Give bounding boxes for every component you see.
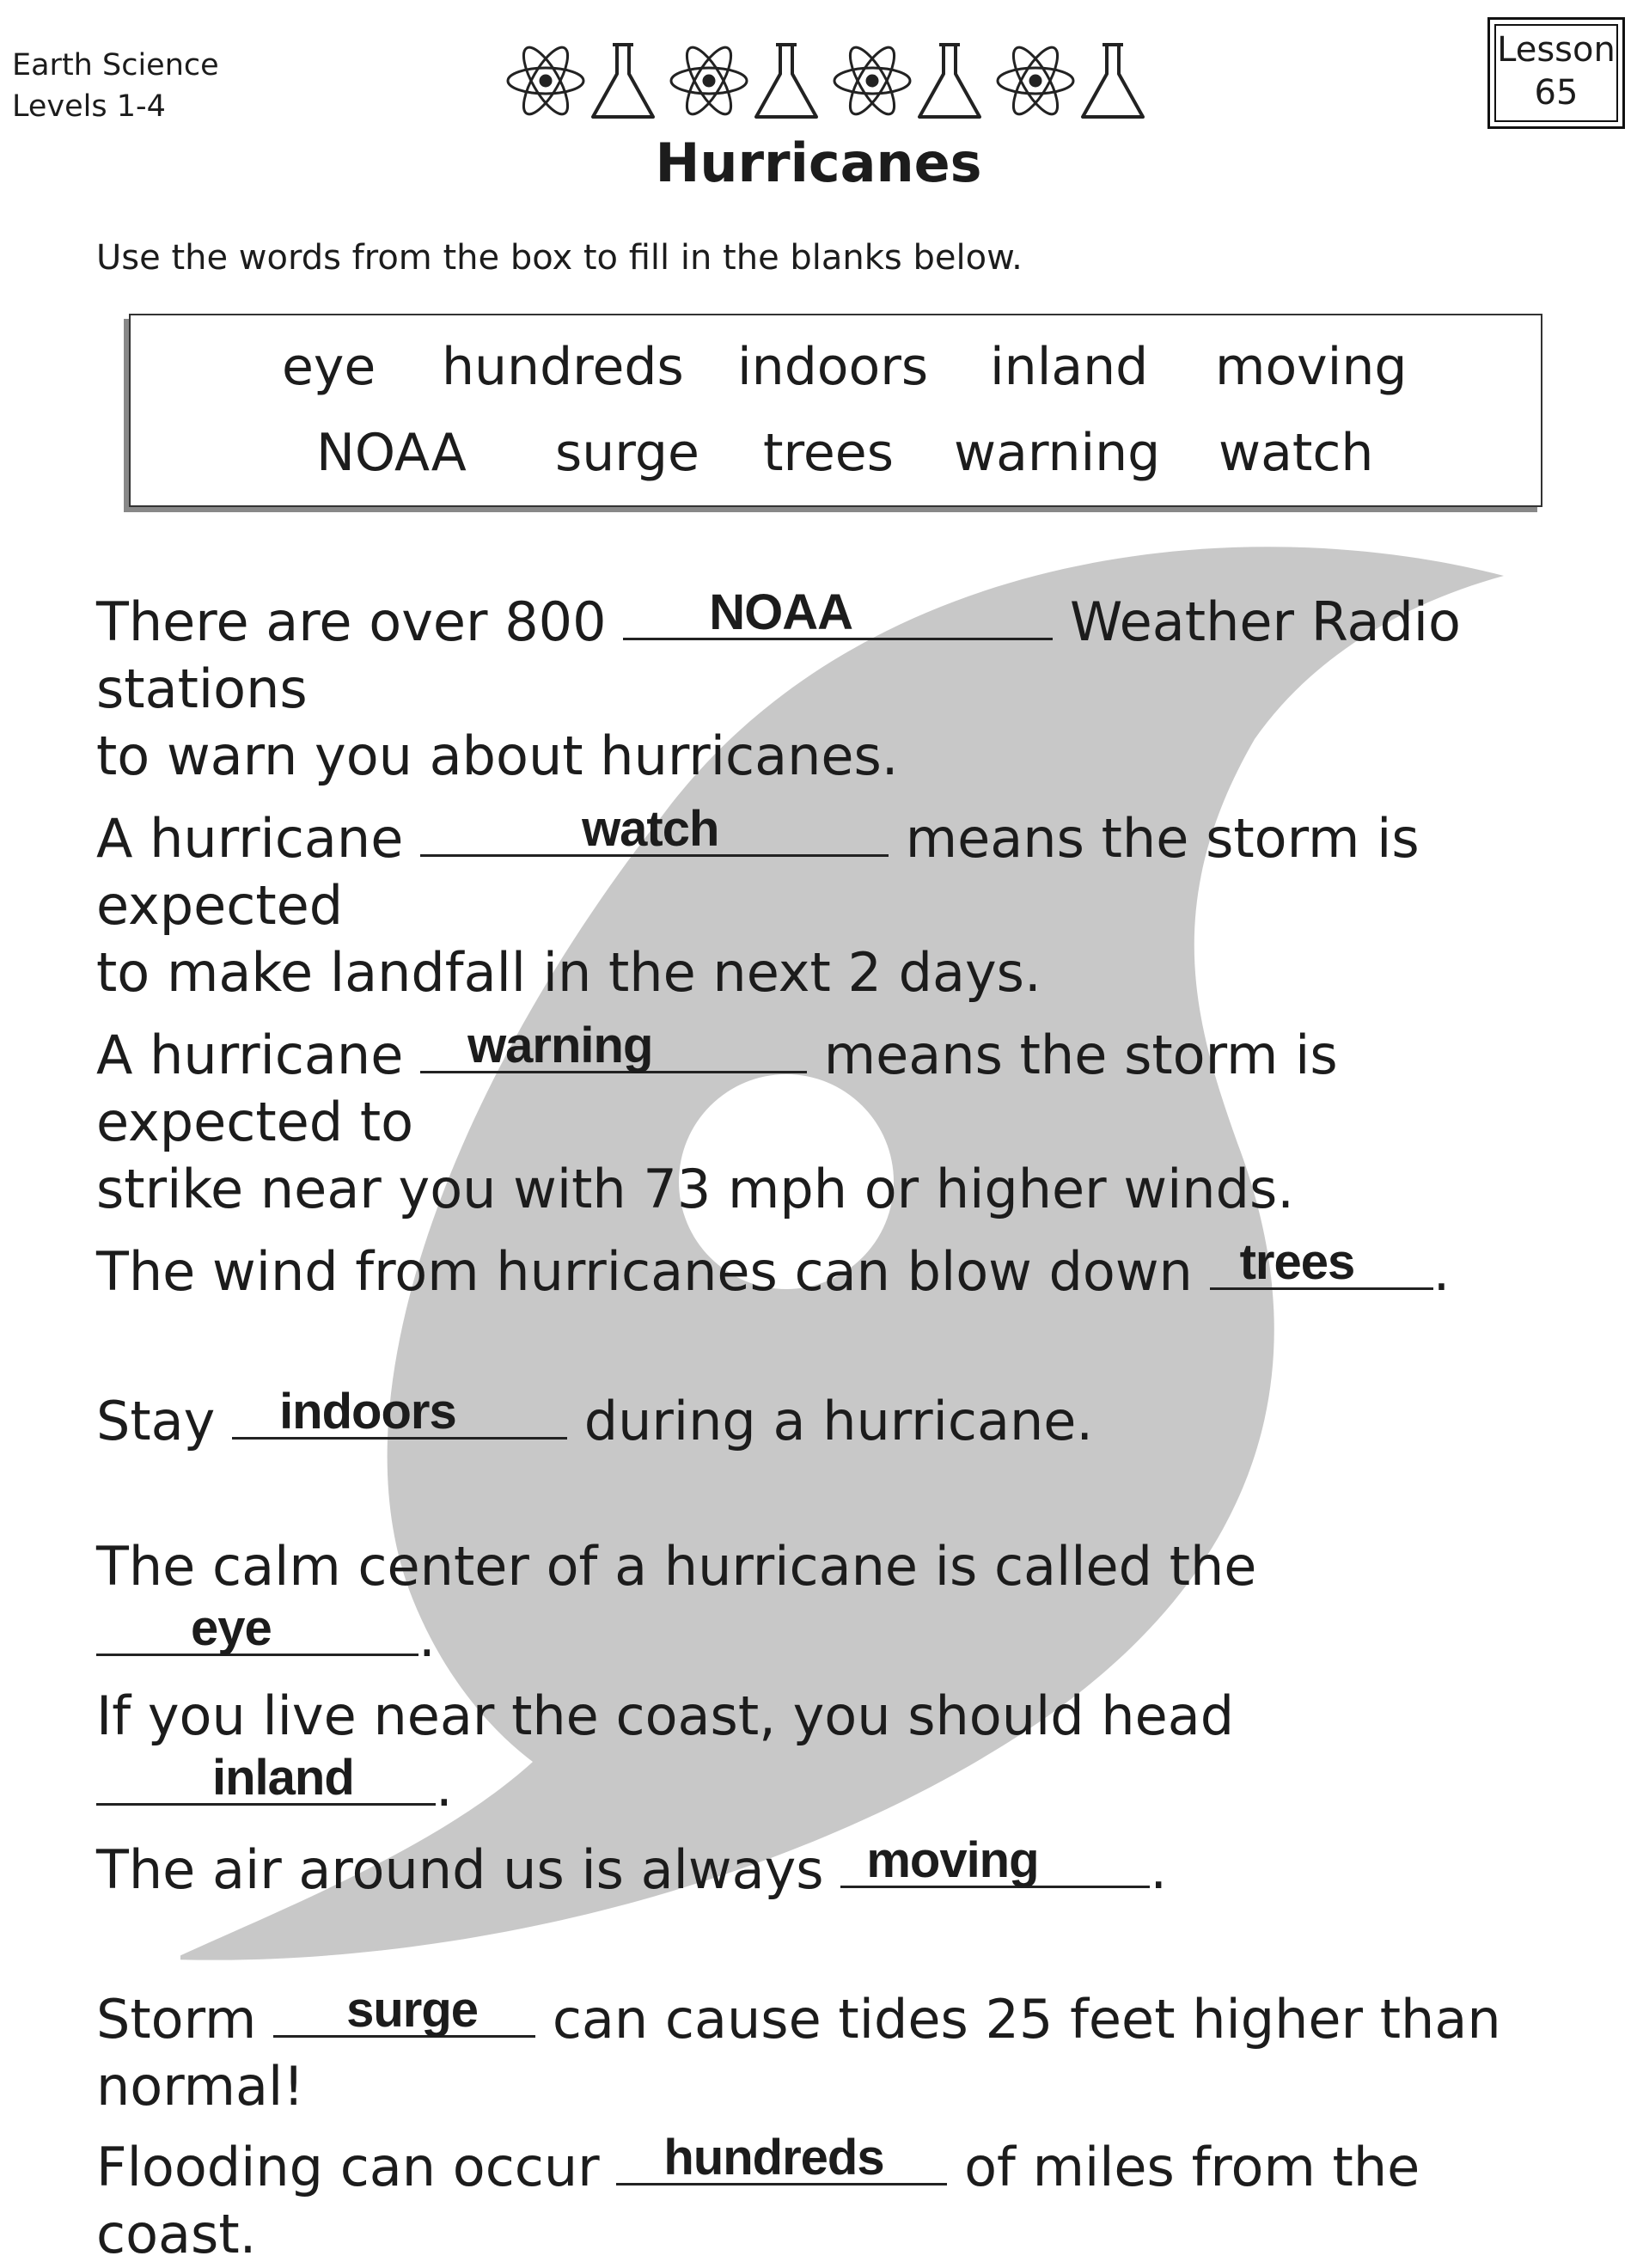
sentence-10: Flooding can occur hundreds of miles from the coast.: [96, 2130, 1420, 2265]
atom-icon: [671, 41, 747, 119]
word-bank-word: inland: [990, 337, 1149, 397]
lesson-number: 65: [1534, 73, 1579, 113]
sentence-7: If you live near the coast, you should head inland .: [96, 1684, 1235, 1819]
answer-blank[interactable]: [616, 2130, 947, 2185]
word-bank: [129, 314, 1542, 507]
word-bank-word: moving: [1215, 337, 1408, 397]
page-title: Hurricanes: [655, 131, 982, 194]
answer-text: hundreds: [663, 2130, 884, 2185]
word-bank-word: NOAA: [316, 423, 467, 483]
answer-blank[interactable]: [420, 801, 889, 857]
sentence-5: Stay indoors during a hurricane.: [96, 1384, 1094, 1452]
levels-label: Levels 1-4: [12, 89, 166, 124]
sentence-1: There are over 800 NOAA Weather Radio stations to warn you about hurricanes.: [96, 584, 1461, 787]
atom-icon: [998, 41, 1073, 119]
atom-icon: [508, 41, 583, 119]
answer-text: indoors: [279, 1384, 456, 1440]
word-bank-word: trees: [763, 423, 894, 483]
answer-blank[interactable]: [840, 1832, 1150, 1888]
answer-text: surge: [346, 1982, 479, 2038]
subject-name: Earth Science: [12, 48, 219, 83]
flask-icon: [919, 45, 980, 117]
word-bank-word: watch: [1219, 423, 1374, 483]
flask-icon: [593, 45, 653, 117]
sentence-2: A hurricane watch means the storm is expected to make landfall in the next 2 days.: [96, 801, 1420, 1004]
answer-text: warning: [467, 1018, 653, 1073]
sentence-8: The air around us is always moving .: [96, 1832, 1168, 1901]
subject-label: [12, 45, 219, 127]
answer-blank[interactable]: [96, 1600, 418, 1656]
flask-icon: [1083, 45, 1143, 117]
instructions: Use the words from the box to fill in the blanks below.: [96, 238, 1023, 278]
lesson-badge: [1487, 17, 1625, 129]
sentence-6: The calm center of a hurricane is called the eye .: [96, 1535, 1257, 1669]
sentence-4: The wind from hurricanes can blow down trees .: [96, 1234, 1451, 1303]
atom-icon: [834, 41, 910, 119]
science-icons-banner: [503, 38, 1147, 124]
answer-text: NOAA: [709, 584, 853, 640]
answer-blank[interactable]: [623, 584, 1053, 640]
word-bank-word: indoors: [737, 337, 929, 397]
answer-blank[interactable]: [1210, 1234, 1433, 1290]
word-bank-word: surge: [555, 423, 699, 483]
word-bank-word: eye: [282, 337, 376, 397]
lesson-label: Lesson: [1497, 30, 1616, 70]
word-bank-word: warning: [954, 423, 1161, 483]
sentence-3: A hurricane warning means the storm is expected to strike near you with 73 mph or higher winds.: [96, 1018, 1338, 1220]
sentence-9: Storm surge can cause tides 25 feet higher than normal!: [96, 1982, 1501, 2118]
answer-blank[interactable]: [273, 1982, 535, 2038]
answer-text: trees: [1239, 1234, 1355, 1290]
answer-text: moving: [866, 1832, 1039, 1888]
answer-blank[interactable]: [420, 1018, 807, 1073]
answer-text: watch: [582, 801, 719, 857]
flask-icon: [756, 45, 816, 117]
answer-text: eye: [191, 1600, 272, 1656]
answer-text: inland: [212, 1750, 354, 1806]
word-bank-word: hundreds: [442, 337, 684, 397]
answer-blank[interactable]: [232, 1384, 567, 1440]
answer-blank[interactable]: [96, 1750, 436, 1806]
